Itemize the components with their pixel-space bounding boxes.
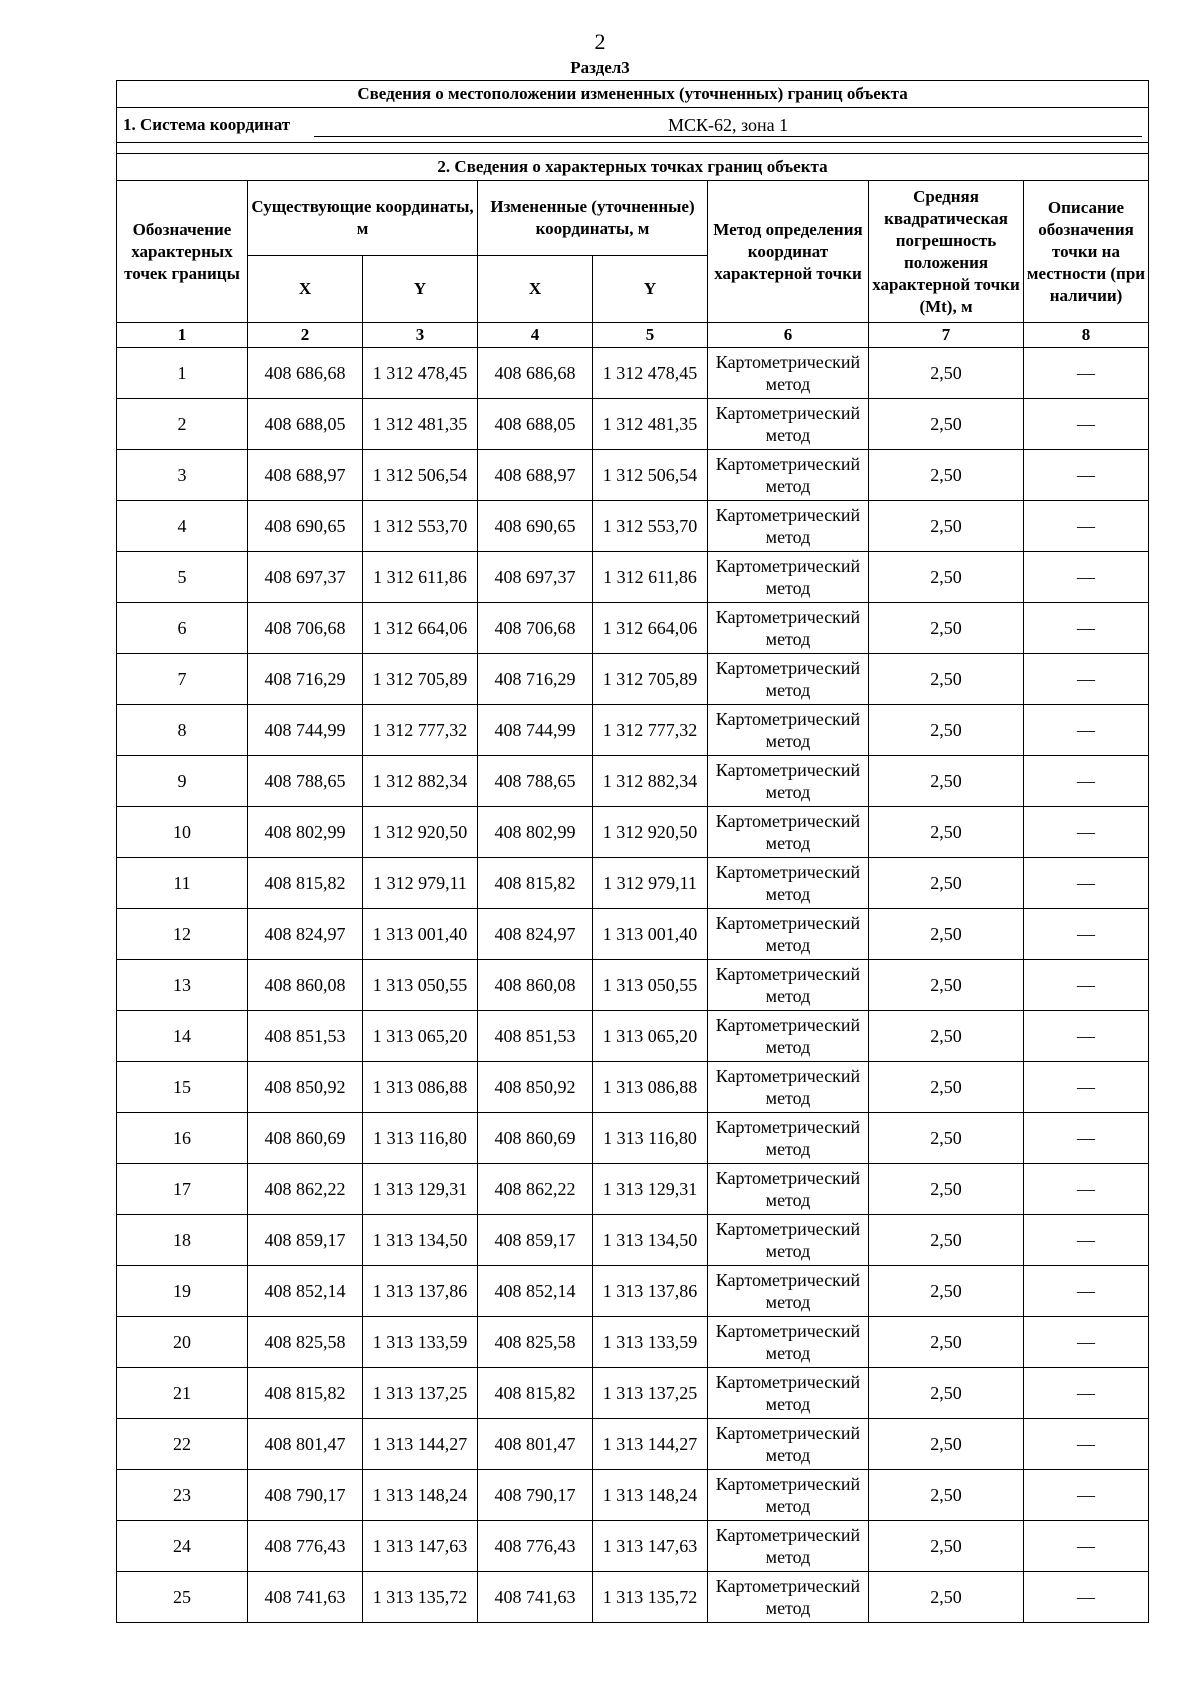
table-row — [117, 552, 1149, 603]
error-cell: 2,50 — [869, 858, 1024, 909]
changed-x-cell: 408 716,29 — [478, 654, 593, 705]
description-cell: — — [1024, 909, 1149, 960]
description-cell: — — [1024, 603, 1149, 654]
description-cell: — — [1024, 1572, 1149, 1623]
existing-y-cell: 1 313 147,63 — [363, 1521, 478, 1572]
point-number-cell: 9 — [117, 756, 248, 807]
header-error: Средняя квадратическая погрешность положения характерной точки (Mt), м — [869, 181, 1024, 323]
error-cell: 2,50 — [869, 1521, 1024, 1572]
error-cell: 2,50 — [869, 450, 1024, 501]
description-cell: — — [1024, 1521, 1149, 1572]
changed-x-cell: 408 741,63 — [478, 1572, 593, 1623]
header-changed-x: X — [478, 256, 593, 323]
point-number-cell: 14 — [117, 1011, 248, 1062]
coordinate-system-value: МСК-62, зона 1 — [314, 114, 1142, 137]
existing-x-cell: 408 690,65 — [248, 501, 363, 552]
spacer-row — [117, 143, 1149, 154]
method-cell: Картометрический метод — [708, 909, 869, 960]
changed-x-cell: 408 815,82 — [478, 1368, 593, 1419]
changed-x-cell: 408 862,22 — [478, 1164, 593, 1215]
description-cell: — — [1024, 1062, 1149, 1113]
existing-x-cell: 408 862,22 — [248, 1164, 363, 1215]
changed-y-cell: 1 313 137,86 — [593, 1266, 708, 1317]
existing-x-cell: 408 744,99 — [248, 705, 363, 756]
existing-x-cell: 408 697,37 — [248, 552, 363, 603]
changed-x-cell: 408 824,97 — [478, 909, 593, 960]
changed-y-cell: 1 313 148,24 — [593, 1470, 708, 1521]
description-cell: — — [1024, 756, 1149, 807]
table-row — [117, 705, 1149, 756]
point-number-cell: 19 — [117, 1266, 248, 1317]
header-designation: Обозначение характерных точек границы — [117, 181, 248, 323]
existing-y-cell: 1 313 135,72 — [363, 1572, 478, 1623]
table-row — [117, 909, 1149, 960]
existing-y-cell: 1 313 137,86 — [363, 1266, 478, 1317]
existing-y-cell: 1 312 553,70 — [363, 501, 478, 552]
method-cell: Картометрический метод — [708, 1266, 869, 1317]
point-number-cell: 3 — [117, 450, 248, 501]
coordinate-system-row — [117, 108, 1149, 143]
changed-y-cell: 1 312 920,50 — [593, 807, 708, 858]
changed-x-cell: 408 788,65 — [478, 756, 593, 807]
existing-y-cell: 1 313 148,24 — [363, 1470, 478, 1521]
header-existing-coordinates: Существующие координаты, м — [248, 181, 478, 256]
method-cell: Картометрический метод — [708, 603, 869, 654]
table-row — [117, 1011, 1149, 1062]
column-number: 5 — [593, 323, 708, 348]
existing-y-cell: 1 313 086,88 — [363, 1062, 478, 1113]
existing-x-cell: 408 815,82 — [248, 858, 363, 909]
changed-y-cell: 1 313 135,72 — [593, 1572, 708, 1623]
method-cell: Картометрический метод — [708, 348, 869, 399]
description-cell: — — [1024, 1470, 1149, 1521]
changed-x-cell: 408 860,08 — [478, 960, 593, 1011]
existing-y-cell: 1 312 920,50 — [363, 807, 478, 858]
point-number-cell: 24 — [117, 1521, 248, 1572]
existing-y-cell: 1 312 979,11 — [363, 858, 478, 909]
description-cell: — — [1024, 858, 1149, 909]
method-cell: Картометрический метод — [708, 705, 869, 756]
error-cell: 2,50 — [869, 960, 1024, 1011]
changed-y-cell: 1 312 478,45 — [593, 348, 708, 399]
method-cell: Картометрический метод — [708, 1368, 869, 1419]
table-row — [117, 858, 1149, 909]
existing-x-cell: 408 688,97 — [248, 450, 363, 501]
changed-x-cell: 408 802,99 — [478, 807, 593, 858]
table-row — [117, 807, 1149, 858]
description-cell: — — [1024, 705, 1149, 756]
changed-y-cell: 1 312 481,35 — [593, 399, 708, 450]
method-cell: Картометрический метод — [708, 1317, 869, 1368]
existing-x-cell: 408 815,82 — [248, 1368, 363, 1419]
existing-y-cell: 1 312 664,06 — [363, 603, 478, 654]
subsection-title: 2. Сведения о характерных точках границ объекта — [117, 154, 1149, 181]
existing-y-cell: 1 312 481,35 — [363, 399, 478, 450]
description-cell: — — [1024, 501, 1149, 552]
boundary-points-table — [116, 80, 1149, 1623]
existing-x-cell: 408 851,53 — [248, 1011, 363, 1062]
changed-y-cell: 1 312 506,54 — [593, 450, 708, 501]
description-cell: — — [1024, 552, 1149, 603]
method-cell: Картометрический метод — [708, 1113, 869, 1164]
changed-y-cell: 1 312 611,86 — [593, 552, 708, 603]
existing-x-cell: 408 852,14 — [248, 1266, 363, 1317]
changed-x-cell: 408 851,53 — [478, 1011, 593, 1062]
existing-x-cell: 408 741,63 — [248, 1572, 363, 1623]
description-cell: — — [1024, 399, 1149, 450]
existing-y-cell: 1 312 777,32 — [363, 705, 478, 756]
method-cell: Картометрический метод — [708, 756, 869, 807]
existing-x-cell: 408 790,17 — [248, 1470, 363, 1521]
point-number-cell: 6 — [117, 603, 248, 654]
point-number-cell: 1 — [117, 348, 248, 399]
changed-x-cell: 408 688,97 — [478, 450, 593, 501]
column-number: 4 — [478, 323, 593, 348]
error-cell: 2,50 — [869, 399, 1024, 450]
point-number-cell: 17 — [117, 1164, 248, 1215]
description-cell: — — [1024, 807, 1149, 858]
table-title: Сведения о местоположении измененных (уточненных) границ объекта — [117, 81, 1149, 108]
point-number-cell: 4 — [117, 501, 248, 552]
changed-x-cell: 408 825,58 — [478, 1317, 593, 1368]
point-number-cell: 20 — [117, 1317, 248, 1368]
point-number-cell: 7 — [117, 654, 248, 705]
changed-x-cell: 408 776,43 — [478, 1521, 593, 1572]
error-cell: 2,50 — [869, 756, 1024, 807]
existing-x-cell: 408 801,47 — [248, 1419, 363, 1470]
point-number-cell: 8 — [117, 705, 248, 756]
header-method: Метод определения координат характерной точки — [708, 181, 869, 323]
table-row — [117, 1164, 1149, 1215]
point-number-cell: 5 — [117, 552, 248, 603]
description-cell: — — [1024, 348, 1149, 399]
existing-x-cell: 408 825,58 — [248, 1317, 363, 1368]
error-cell: 2,50 — [869, 654, 1024, 705]
changed-y-cell: 1 312 882,34 — [593, 756, 708, 807]
changed-x-cell: 408 706,68 — [478, 603, 593, 654]
changed-y-cell: 1 312 664,06 — [593, 603, 708, 654]
changed-x-cell: 408 815,82 — [478, 858, 593, 909]
method-cell: Картометрический метод — [708, 1011, 869, 1062]
changed-x-cell: 408 852,14 — [478, 1266, 593, 1317]
description-cell: — — [1024, 1317, 1149, 1368]
description-cell: — — [1024, 1266, 1149, 1317]
error-cell: 2,50 — [869, 552, 1024, 603]
changed-x-cell: 408 744,99 — [478, 705, 593, 756]
method-cell: Картометрический метод — [708, 1521, 869, 1572]
method-cell: Картометрический метод — [708, 1419, 869, 1470]
description-cell: — — [1024, 1164, 1149, 1215]
changed-y-cell: 1 313 065,20 — [593, 1011, 708, 1062]
table-row — [117, 1317, 1149, 1368]
table-row — [117, 1470, 1149, 1521]
changed-x-cell: 408 697,37 — [478, 552, 593, 603]
point-number-cell: 25 — [117, 1572, 248, 1623]
header-changed-coordinates: Измененные (уточненные) координаты, м — [478, 181, 708, 256]
method-cell: Картометрический метод — [708, 450, 869, 501]
changed-y-cell: 1 313 147,63 — [593, 1521, 708, 1572]
changed-y-cell: 1 312 979,11 — [593, 858, 708, 909]
table-row — [117, 501, 1149, 552]
description-cell: — — [1024, 654, 1149, 705]
column-number: 7 — [869, 323, 1024, 348]
description-cell: — — [1024, 960, 1149, 1011]
coordinate-system-label: 1. Система координат — [123, 115, 291, 134]
table-row — [117, 1215, 1149, 1266]
changed-x-cell: 408 790,17 — [478, 1470, 593, 1521]
existing-y-cell: 1 313 050,55 — [363, 960, 478, 1011]
error-cell: 2,50 — [869, 705, 1024, 756]
existing-x-cell: 408 859,17 — [248, 1215, 363, 1266]
changed-y-cell: 1 313 144,27 — [593, 1419, 708, 1470]
changed-x-cell: 408 690,65 — [478, 501, 593, 552]
column-number: 8 — [1024, 323, 1149, 348]
existing-y-cell: 1 312 506,54 — [363, 450, 478, 501]
point-number-cell: 23 — [117, 1470, 248, 1521]
point-number-cell: 16 — [117, 1113, 248, 1164]
table-row — [117, 1368, 1149, 1419]
changed-y-cell: 1 313 137,25 — [593, 1368, 708, 1419]
method-cell: Картометрический метод — [708, 858, 869, 909]
error-cell: 2,50 — [869, 1419, 1024, 1470]
point-number-cell: 2 — [117, 399, 248, 450]
changed-y-cell: 1 312 777,32 — [593, 705, 708, 756]
changed-y-cell: 1 313 050,55 — [593, 960, 708, 1011]
existing-x-cell: 408 716,29 — [248, 654, 363, 705]
method-cell: Картометрический метод — [708, 654, 869, 705]
column-number: 6 — [708, 323, 869, 348]
existing-y-cell: 1 313 133,59 — [363, 1317, 478, 1368]
description-cell: — — [1024, 1419, 1149, 1470]
changed-y-cell: 1 312 553,70 — [593, 501, 708, 552]
changed-y-cell: 1 313 134,50 — [593, 1215, 708, 1266]
column-number: 1 — [117, 323, 248, 348]
existing-x-cell: 408 788,65 — [248, 756, 363, 807]
existing-y-cell: 1 312 478,45 — [363, 348, 478, 399]
table-row — [117, 1521, 1149, 1572]
error-cell: 2,50 — [869, 1164, 1024, 1215]
error-cell: 2,50 — [869, 1470, 1024, 1521]
section-label: Раздел3 — [570, 58, 630, 77]
changed-y-cell: 1 312 705,89 — [593, 654, 708, 705]
table-row — [117, 1266, 1149, 1317]
method-cell: Картометрический метод — [708, 399, 869, 450]
changed-y-cell: 1 313 086,88 — [593, 1062, 708, 1113]
existing-x-cell: 408 824,97 — [248, 909, 363, 960]
existing-y-cell: 1 313 065,20 — [363, 1011, 478, 1062]
existing-y-cell: 1 313 129,31 — [363, 1164, 478, 1215]
table-row — [117, 450, 1149, 501]
method-cell: Картометрический метод — [708, 1215, 869, 1266]
existing-y-cell: 1 313 137,25 — [363, 1368, 478, 1419]
method-cell: Картометрический метод — [708, 1572, 869, 1623]
method-cell: Картометрический метод — [708, 1062, 869, 1113]
point-number-cell: 12 — [117, 909, 248, 960]
error-cell: 2,50 — [869, 348, 1024, 399]
page-number: 2 — [594, 29, 606, 54]
point-number-cell: 13 — [117, 960, 248, 1011]
existing-y-cell: 1 313 001,40 — [363, 909, 478, 960]
description-cell: — — [1024, 1368, 1149, 1419]
header-existing-y: Y — [363, 256, 478, 323]
existing-x-cell: 408 776,43 — [248, 1521, 363, 1572]
method-cell: Картометрический метод — [708, 960, 869, 1011]
header-changed-y: Y — [593, 256, 708, 323]
table-row — [117, 1419, 1149, 1470]
error-cell: 2,50 — [869, 1113, 1024, 1164]
existing-y-cell: 1 313 116,80 — [363, 1113, 478, 1164]
method-cell: Картометрический метод — [708, 1164, 869, 1215]
table-row — [117, 399, 1149, 450]
error-cell: 2,50 — [869, 909, 1024, 960]
point-number-cell: 22 — [117, 1419, 248, 1470]
error-cell: 2,50 — [869, 1368, 1024, 1419]
existing-x-cell: 408 860,08 — [248, 960, 363, 1011]
error-cell: 2,50 — [869, 1266, 1024, 1317]
existing-y-cell: 1 313 134,50 — [363, 1215, 478, 1266]
changed-x-cell: 408 859,17 — [478, 1215, 593, 1266]
existing-y-cell: 1 312 705,89 — [363, 654, 478, 705]
table-row — [117, 1113, 1149, 1164]
error-cell: 2,50 — [869, 501, 1024, 552]
existing-y-cell: 1 312 611,86 — [363, 552, 478, 603]
description-cell: — — [1024, 450, 1149, 501]
changed-x-cell: 408 850,92 — [478, 1062, 593, 1113]
method-cell: Картометрический метод — [708, 552, 869, 603]
column-number: 3 — [363, 323, 478, 348]
point-number-cell: 21 — [117, 1368, 248, 1419]
table-row — [117, 756, 1149, 807]
existing-x-cell: 408 688,05 — [248, 399, 363, 450]
changed-x-cell: 408 860,69 — [478, 1113, 593, 1164]
error-cell: 2,50 — [869, 1317, 1024, 1368]
table-row — [117, 603, 1149, 654]
changed-x-cell: 408 801,47 — [478, 1419, 593, 1470]
point-number-cell: 15 — [117, 1062, 248, 1113]
existing-x-cell: 408 686,68 — [248, 348, 363, 399]
point-number-cell: 10 — [117, 807, 248, 858]
changed-y-cell: 1 313 001,40 — [593, 909, 708, 960]
existing-y-cell: 1 313 144,27 — [363, 1419, 478, 1470]
method-cell: Картометрический метод — [708, 1470, 869, 1521]
table-row — [117, 348, 1149, 399]
changed-y-cell: 1 313 133,59 — [593, 1317, 708, 1368]
error-cell: 2,50 — [869, 1011, 1024, 1062]
existing-x-cell: 408 850,92 — [248, 1062, 363, 1113]
existing-x-cell: 408 706,68 — [248, 603, 363, 654]
description-cell: — — [1024, 1113, 1149, 1164]
table-row — [117, 960, 1149, 1011]
table-row — [117, 1572, 1149, 1623]
table-row — [117, 654, 1149, 705]
description-cell: — — [1024, 1011, 1149, 1062]
changed-x-cell: 408 686,68 — [478, 348, 593, 399]
existing-y-cell: 1 312 882,34 — [363, 756, 478, 807]
column-number: 2 — [248, 323, 363, 348]
error-cell: 2,50 — [869, 1215, 1024, 1266]
existing-x-cell: 408 860,69 — [248, 1113, 363, 1164]
changed-x-cell: 408 688,05 — [478, 399, 593, 450]
header-existing-x: X — [248, 256, 363, 323]
method-cell: Картометрический метод — [708, 501, 869, 552]
error-cell: 2,50 — [869, 1572, 1024, 1623]
changed-y-cell: 1 313 116,80 — [593, 1113, 708, 1164]
method-cell: Картометрический метод — [708, 807, 869, 858]
error-cell: 2,50 — [869, 1062, 1024, 1113]
table-row — [117, 1062, 1149, 1113]
changed-y-cell: 1 313 129,31 — [593, 1164, 708, 1215]
header-description: Описание обозначения точки на местности (при наличии) — [1024, 181, 1149, 323]
error-cell: 2,50 — [869, 603, 1024, 654]
point-number-cell: 11 — [117, 858, 248, 909]
existing-x-cell: 408 802,99 — [248, 807, 363, 858]
error-cell: 2,50 — [869, 807, 1024, 858]
description-cell: — — [1024, 1215, 1149, 1266]
point-number-cell: 18 — [117, 1215, 248, 1266]
